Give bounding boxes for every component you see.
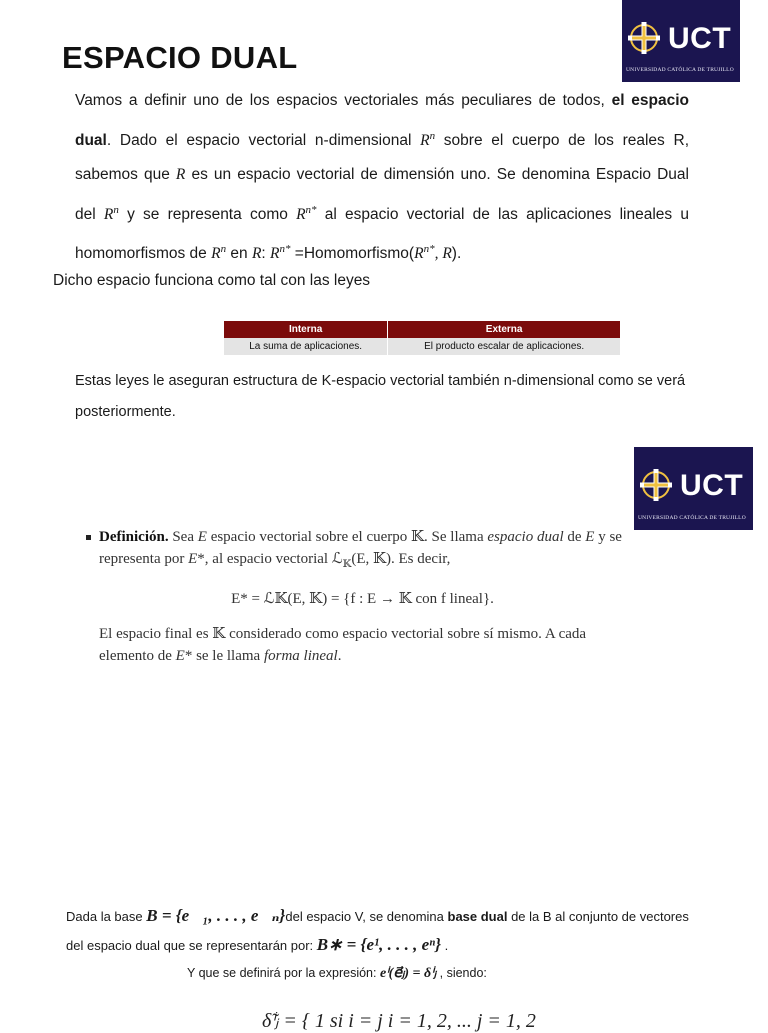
table-header: Externa bbox=[388, 321, 621, 338]
expression-text: , siendo: bbox=[436, 966, 487, 980]
logo-subtitle: UNIVERSIDAD CATÓLICA DE TRUJILLO bbox=[638, 515, 746, 521]
definition-text: se le llama bbox=[192, 648, 264, 664]
definition-term: espacio dual bbox=[487, 529, 564, 545]
definition-text: espacio vectorial sobre el cuerpo 𝕂. Se llama bbox=[206, 529, 488, 545]
expression-formula: eⁱ(e⃗ⱼ) = δⁱⱼ bbox=[379, 966, 437, 981]
intro-text: . Dado el espacio vectorial n-dimensional bbox=[106, 131, 421, 149]
definition-equation: E* = ℒ𝕂(E, 𝕂) = {f : E → 𝕂 con f lineal}. bbox=[231, 591, 494, 607]
intro-paragraph: Vamos a definir uno de los espacios vectoriales más peculiares de todos, el espacio dual. Dado el espacio vectorial n-dimensional $R^n$ sobre el cuerpo de los reales R, sabemos que R es un espacio vectorial de dimensión uno. Se denomina Espacio Dual del $R^n$ y se representa como $R^{n*}$ al espacio vectorial de las aplicaciones lineales u homomorfismos de $R^n$ en R: $R^{n*}$ $=Homomorfismo(R^{n*}$, R). bbox=[75, 92, 689, 262]
expression-line bbox=[187, 965, 487, 982]
logo-subtitle: UNIVERSIDAD CATÓLICA DE TRUJILLO bbox=[626, 67, 734, 73]
definition-text: El espacio final es 𝕂 considerado como espacio vectorial sobre sí mismo. A cada elemento de bbox=[99, 626, 587, 664]
expression-text: Y que se definirá por la expresión: bbox=[187, 966, 380, 980]
bullet-icon bbox=[86, 535, 91, 540]
table-header: Interna bbox=[224, 321, 388, 338]
intro-text: : bbox=[261, 245, 271, 262]
intro-text: en bbox=[226, 245, 252, 262]
definition-text: Sea bbox=[172, 529, 198, 545]
laws-table bbox=[224, 321, 621, 355]
university-logo-2 bbox=[634, 447, 753, 530]
intro-text: Vamos a definir uno de los espacios vectoriales más peculiares de todos, bbox=[75, 92, 612, 109]
definition-block: Definición. Sea E espacio vectorial sobre el cuerpo 𝕂. Se llama espacio dual de E y se representa por E*, al espacio vectorial ℒ$_𝕂$(E, 𝕂). Es decir, E* = ℒ𝕂(E, 𝕂) = {f : E → 𝕂 con f lineal}. El espacio final es 𝕂 considerado como espacio vectorial sobre sí mismo. A cada elemento de E* se le llama forma lineal. bbox=[86, 526, 626, 667]
definition-text: (E, 𝕂). Es decir, bbox=[351, 551, 451, 567]
definition-text: . bbox=[337, 648, 342, 664]
leyes-line: Dicho espacio funciona como tal con las leyes bbox=[53, 272, 371, 289]
intro-bold: el espacio dual bbox=[75, 92, 689, 149]
page-title: ESPACIO DUAL bbox=[62, 40, 298, 75]
intro-text: al espacio vectorial de las aplicaciones lineales u homomorfismos de bbox=[75, 205, 689, 262]
base-expression: B = {e⃗₁, . . . , e⃗ₙ} bbox=[146, 906, 286, 925]
table-cell: El producto escalar de aplicaciones. bbox=[388, 338, 621, 355]
intro-text: ). bbox=[451, 245, 462, 262]
table-cell: La suma de aplicaciones. bbox=[224, 338, 388, 355]
base-text: del espacio V, se denomina bbox=[285, 909, 448, 924]
university-logo bbox=[622, 0, 740, 82]
intro-text: =Homomorfismo( bbox=[290, 245, 415, 262]
logo-text: UCT bbox=[668, 22, 732, 55]
base-star-expression: B∗ = {e¹, . . . , eⁿ} bbox=[316, 935, 441, 954]
estas-leyes-paragraph: Estas leyes le aseguran estructura de K-espacio vectorial también n-dimensional como se verá posteriormente. bbox=[75, 373, 686, 420]
intro-text: y se representa como bbox=[118, 205, 297, 223]
base-text: . bbox=[441, 938, 449, 953]
base-text: Dada la base bbox=[66, 909, 147, 924]
base-dual-paragraph bbox=[66, 902, 706, 960]
cross-emblem-icon bbox=[638, 467, 674, 503]
base-text: de la B al conjunto de vectores del espacio dual que se representarán por: bbox=[66, 909, 689, 953]
definition-term: forma lineal bbox=[263, 648, 338, 664]
definition-text: de bbox=[563, 529, 586, 545]
logo-text: UCT bbox=[680, 469, 744, 502]
cross-emblem-icon bbox=[626, 20, 662, 56]
base-bold: base dual bbox=[447, 909, 508, 924]
intro-text: es un espacio vectorial de dimensión uno. Se denomina Espacio Dual del bbox=[75, 166, 689, 223]
definition-text: , al espacio vectorial ℒ bbox=[204, 551, 343, 567]
intro-text: sobre el cuerpo de los reales R, sabemos que bbox=[75, 131, 689, 183]
cut-formula: δ̃ⁱⱼ = { 1 si i = j i = 1, 2, ... j = 1, 2 bbox=[262, 1010, 536, 1032]
definition-text: y se representa por bbox=[99, 529, 622, 567]
definition-label: Definición. bbox=[99, 529, 169, 545]
table-row bbox=[224, 338, 621, 355]
